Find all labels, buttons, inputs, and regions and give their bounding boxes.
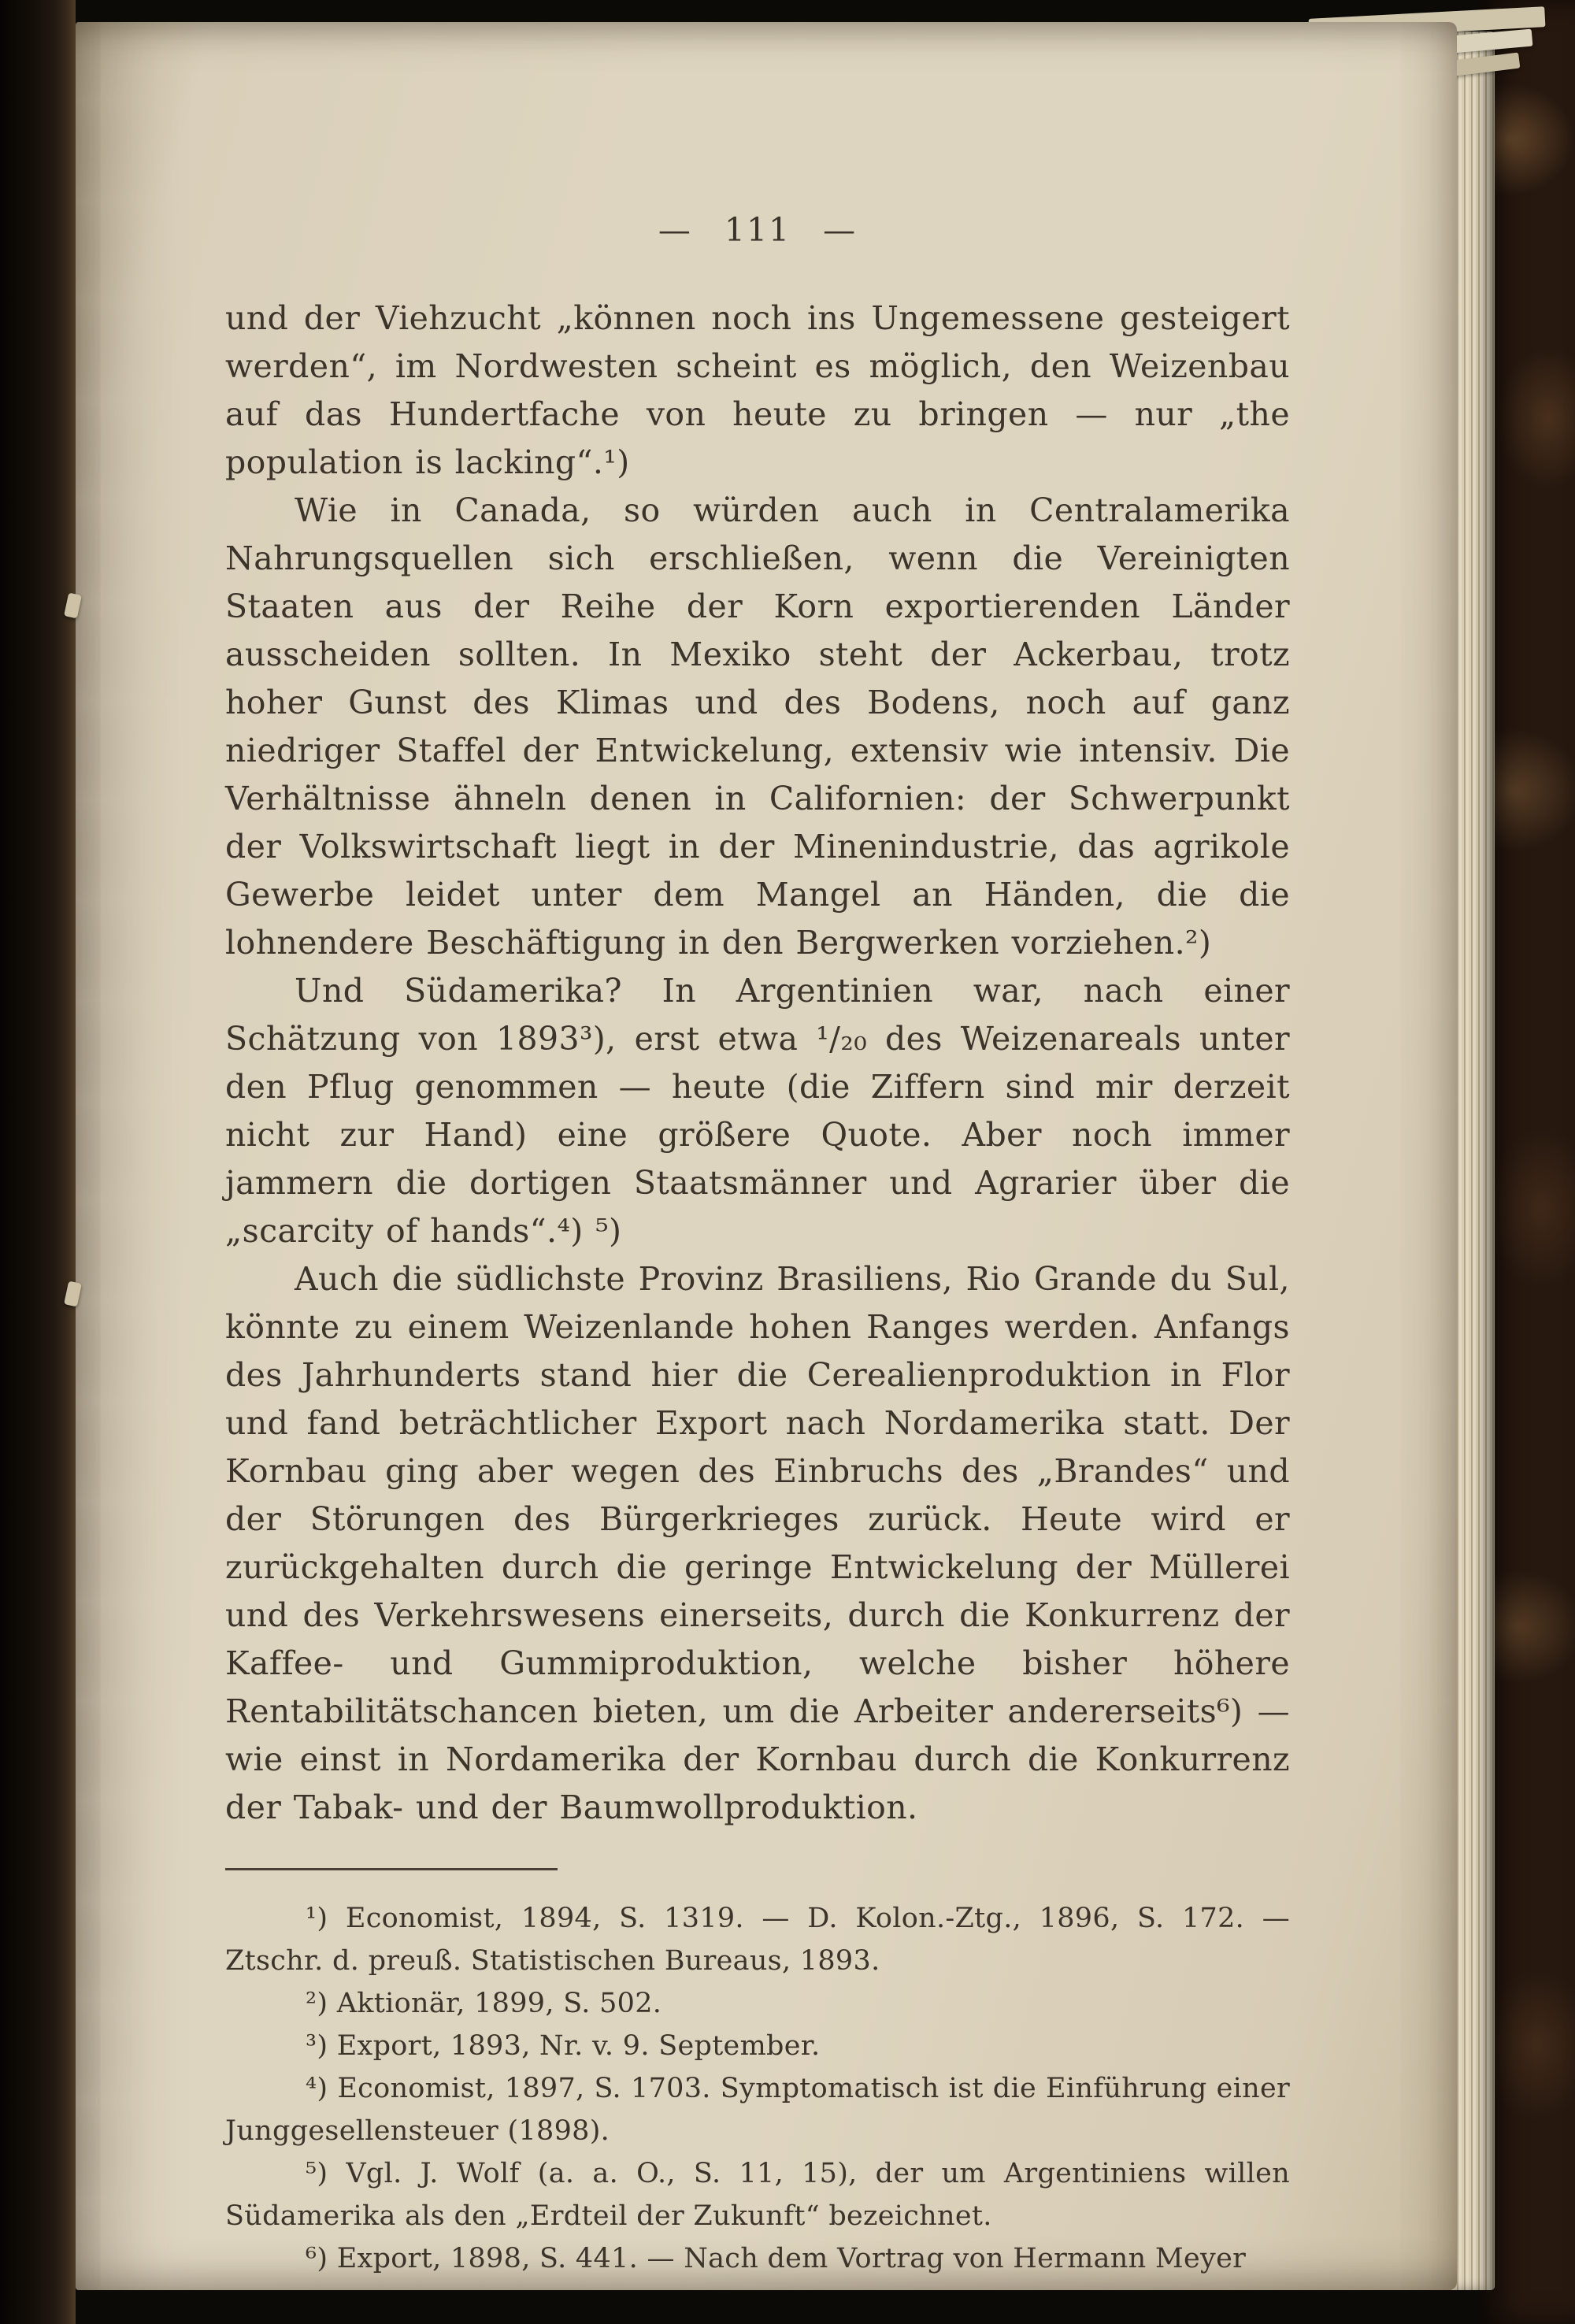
footnote-separator <box>225 1868 558 1870</box>
footnote-item: ⁶) Export, 1898, S. 441. — Nach dem Vortrag von Hermann Meyer <box>306 2243 1247 2274</box>
footnote-item: ¹) Economist, 1894, S. 1319. — D. Kolon.-Ztg., 1896, S. 172. — Ztschr. d. preuß. Statistischen Bureaus, 1893. <box>225 1903 1290 1977</box>
paragraph: und der Viehzucht „können noch ins Ungemessene gesteigert werden“, im Nordwesten scheint es möglich, den Weizenbau auf das Hundertfache von heute zu bringen — nur „the population is lacking“.¹) <box>225 299 1290 481</box>
footnotes <box>225 1897 1290 2280</box>
footnote-item: ²) Aktionär, 1899, S. 502. <box>306 1988 662 2019</box>
binding-edge <box>0 0 76 2324</box>
book-page <box>76 22 1457 2290</box>
page-number: — 111 — <box>658 211 858 249</box>
paragraph: Wie in Canada, so würden auch in Centralamerika Nahrungsquellen sich erschließen, wenn die Vereinigten Staaten aus der Reihe der Korn exportierenden Länder ausscheiden sollten. In Mexiko steht der Ackerbau, trotz hoher Gunst des Klimas und des Bodens, noch auf ganz niedriger Staffel der Entwickelung, extensiv wie intensiv. Die Verhältnisse ähneln denen in Californien: der Schwerpunkt der Volkswirtschaft liegt in der Minenindustrie, das agrikole Gewerbe leidet unter dem Mangel an Händen, die die lohnendere Beschäftigung in den Bergwerken vorziehen.²) <box>225 491 1290 962</box>
paragraph: Und Südamerika? In Argentinien war, nach einer Schätzung von 1893³), erst etwa ¹/₂₀ des Weizenareals unter den Pflug genommen — heute (die Ziffern sind mir derzeit nicht zur Hand) eine größere Quote. Aber noch immer jammern die dortigen Staatsmänner und Agrarier über die „scarcity of hands“.⁴) ⁵) <box>225 972 1290 1250</box>
body-text <box>225 295 1290 1832</box>
paragraph: Auch die südlichste Provinz Brasiliens, Rio Grande du Sul, könnte zu einem Weizenlande hohen Ranges werden. Anfangs des Jahrhunderts stand hier die Cerealienproduktion in Flor und fand beträchtlicher Export nach Nordamerika statt. Der Kornbau ging aber wegen des Einbruchs des „Brandes“ und der Störungen des Bürgerkrieges zurück. Heute wird er zurückgehalten durch die geringe Entwickelung der Müllerei und des Verkehrswesens einerseits, durch die Konkurrenz der Kaffee- und Gummiproduktion, welche bisher höhere Rentabilitätschancen bieten, um die Arbeiter andererseits⁶) — wie einst in Nordamerika der Kornbau durch die Konkurrenz der Tabak- und der Baumwollproduktion. <box>225 1260 1290 1826</box>
footnote-item: ⁵) Vgl. J. Wolf (a. a. O., S. 11, 15), der um Argentiniens willen Südamerika als den „Erdteil der Zukunft“ bezeichnet. <box>225 2158 1290 2232</box>
text-column <box>225 295 1290 2280</box>
footnote-item: ⁴) Economist, 1897, S. 1703. Symptomatisch ist die Einführung einer Junggesellensteuer (1898). <box>225 2073 1290 2147</box>
footnote-item: ³) Export, 1893, Nr. v. 9. September. <box>306 2030 821 2062</box>
